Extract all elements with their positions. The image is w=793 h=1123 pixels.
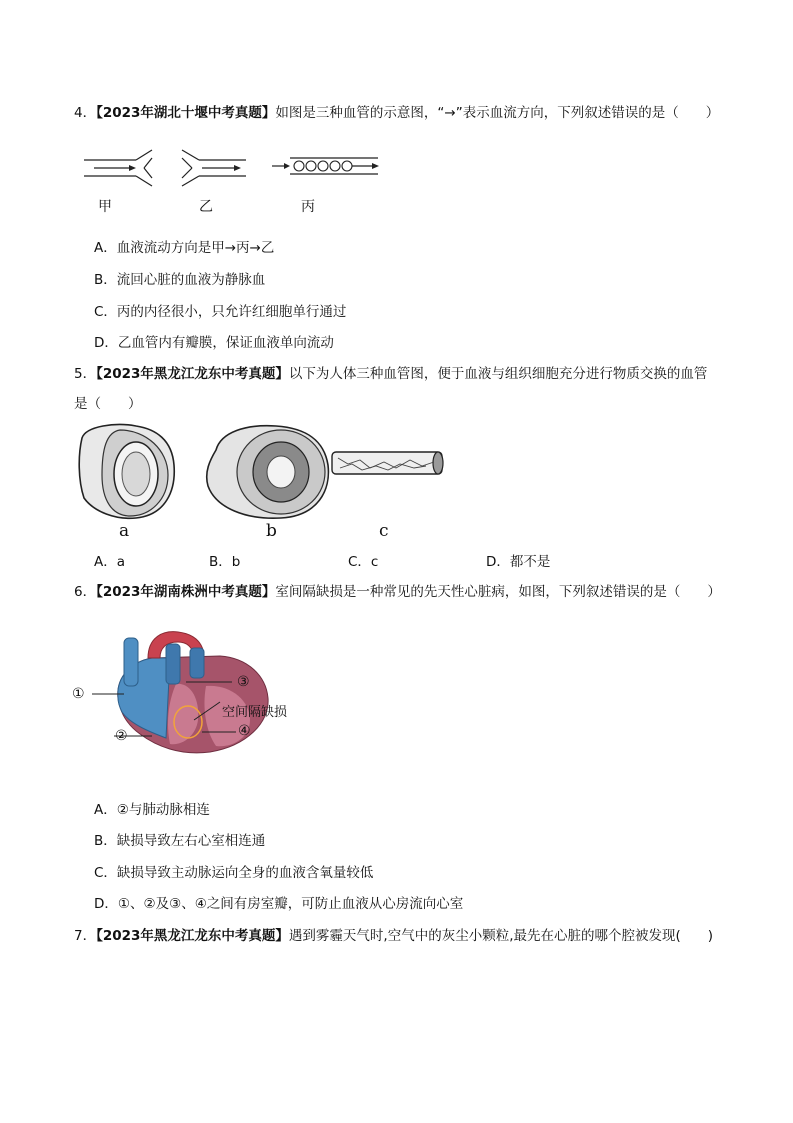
heart-diagram-figure bbox=[70, 628, 300, 758]
figure-label-yi: 乙 bbox=[199, 199, 213, 215]
figure-label-b: b bbox=[266, 521, 277, 541]
question-6-stem: 6．【2023年湖南株洲中考真题】室间隔缺损是一种常见的先天性心脏病，如图，下列叙述错误的是（ ） bbox=[74, 584, 721, 600]
question-4-option-a[interactable]: A．血液流动方向是甲→丙→乙 bbox=[94, 240, 275, 256]
question-5-stem-continued: 是（ ） bbox=[74, 396, 142, 412]
question-4-option-b[interactable]: B．流回心脏的血液为静脉血 bbox=[94, 272, 266, 288]
figure-label-c: c bbox=[379, 521, 389, 541]
question-6-source: 【2023年湖南株洲中考真题】 bbox=[96, 584, 276, 600]
figure-label-a: a bbox=[119, 521, 130, 541]
question-5-stem: 5．【2023年黑龙江龙东中考真题】以下为人体三种血管图，便于血液与组织细胞充分进行物质交换的血管 bbox=[74, 366, 708, 382]
question-7-source: 【2023年黑龙江龙东中考真题】 bbox=[96, 928, 289, 944]
question-4-option-d[interactable]: D．乙血管内有瓣膜，保证血液单向流动 bbox=[94, 335, 334, 351]
heart-label-septal-defect: 空间隔缺损 bbox=[222, 705, 288, 720]
question-6-option-c[interactable]: C．缺损导致主动脉运向全身的血液含氧量较低 bbox=[94, 865, 374, 881]
question-5-source: 【2023年黑龙江龙东中考真题】 bbox=[96, 366, 289, 382]
question-5-option-d[interactable]: D．都不是 bbox=[486, 554, 551, 570]
vessel-b-drawing bbox=[207, 426, 329, 519]
vessel-diagram-figure bbox=[84, 148, 384, 188]
question-5-option-b[interactable]: B．b bbox=[209, 554, 241, 570]
vessel-c-drawing bbox=[332, 452, 443, 474]
vessel-yi-drawing bbox=[182, 150, 246, 186]
question-5-option-c[interactable]: C．c bbox=[348, 554, 379, 570]
question-6-option-b[interactable]: B．缺损导致左右心室相连通 bbox=[94, 833, 266, 849]
heart-label-1: ① bbox=[72, 686, 85, 702]
heart-label-4: ④ bbox=[238, 723, 251, 739]
question-6-option-a[interactable]: A．②与肺动脉相连 bbox=[94, 802, 210, 818]
vessel-a-drawing bbox=[79, 425, 174, 519]
question-6-option-d[interactable]: D．①、②及③、④之间有房室瓣，可防止血液从心房流向心室 bbox=[94, 896, 464, 912]
vessel-jia-drawing bbox=[84, 150, 152, 186]
heart-label-3: ③ bbox=[237, 674, 250, 690]
question-4-stem: 4．【2023年湖北十堰中考真题】如图是三种血管的示意图，“→”表示血流方向，下列叙述错误的是（ ） bbox=[74, 105, 720, 121]
heart-label-2: ② bbox=[115, 728, 128, 744]
figure-label-jia: 甲 bbox=[98, 199, 112, 215]
vessel-bing-drawing bbox=[272, 158, 379, 174]
question-4-source: 【2023年湖北十堰中考真题】 bbox=[96, 105, 276, 121]
blood-vessel-cross-section-figure bbox=[76, 420, 456, 520]
figure-label-bing: 丙 bbox=[301, 199, 315, 215]
question-7-stem: 7．【2023年黑龙江龙东中考真题】遇到雾霾天气时,空气中的灰尘小颗粒,最先在心脏的哪个腔被发现( ) bbox=[74, 928, 714, 944]
question-4-option-c[interactable]: C．丙的内径很小，只允许红细胞单行通过 bbox=[94, 304, 347, 320]
question-5-option-a[interactable]: A．a bbox=[94, 554, 126, 570]
